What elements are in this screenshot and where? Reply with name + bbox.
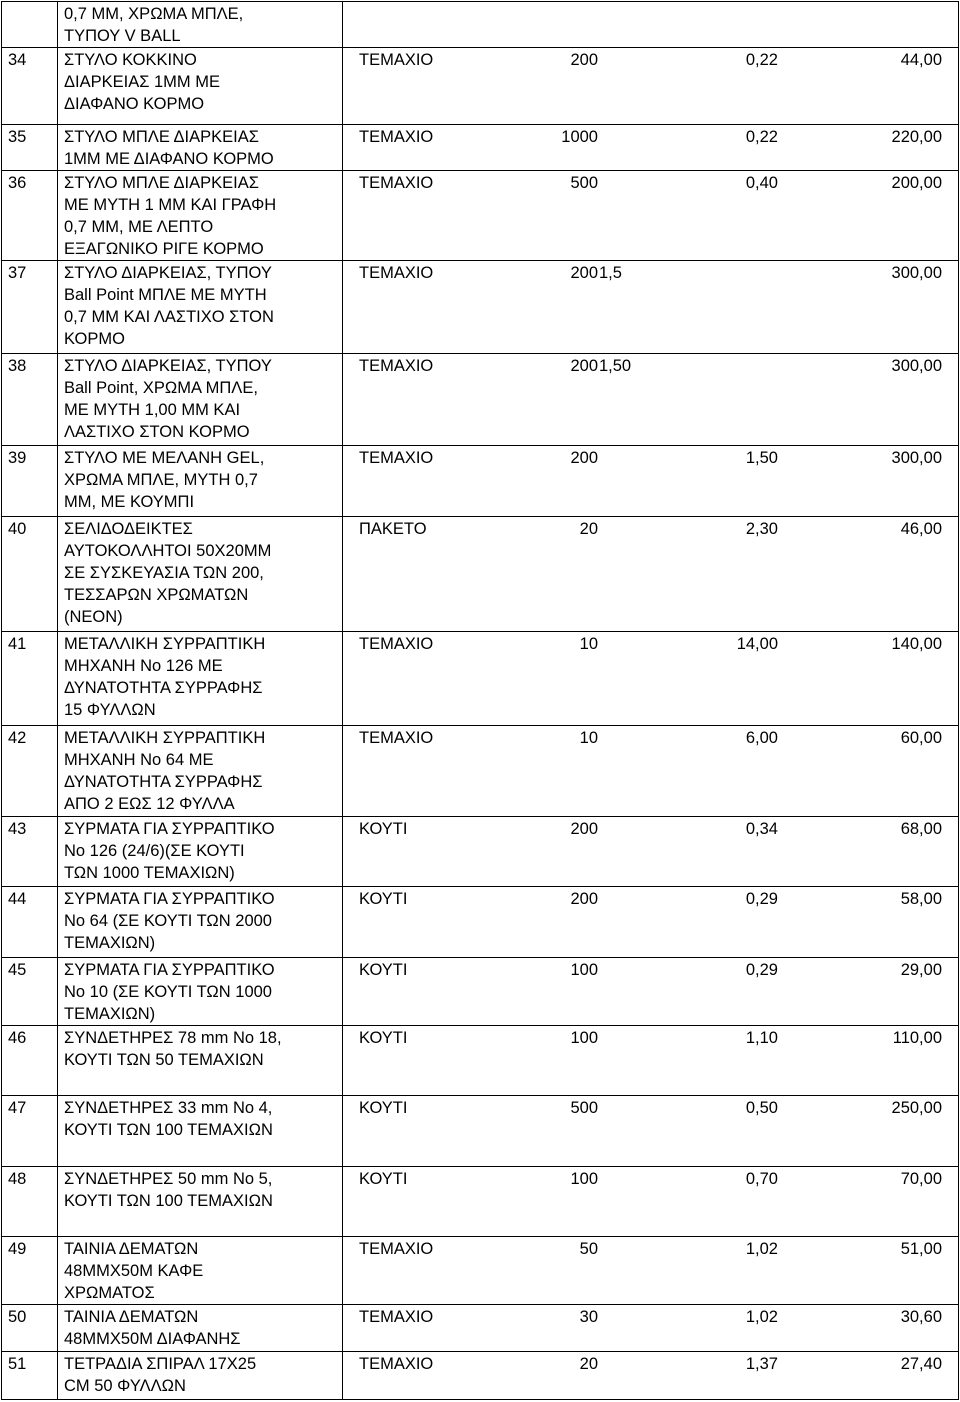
table-row [2,1351,959,1399]
unit-label: ΚΟΥΤΙ [359,890,408,909]
total-amount: 68,00 [900,819,942,838]
item-details-line [349,518,952,540]
table-row [2,1237,959,1305]
quantity: 200 [570,51,598,70]
item-details [343,1305,959,1351]
unit-price: 1,37 [745,1354,778,1373]
item-number: 46 [2,1026,58,1096]
quantity: 200 [570,449,598,468]
item-description: ΣΤΥΛΟ ΜΠΛΕ ΔΙΑΡΚΕΙΑΣ 1ΜΜ ΜΕ ΔΙΑΦΑΝΟ ΚΟΡΜΟ [58,124,343,170]
quantity: 10 [579,728,598,747]
item-number: 49 [2,1237,58,1305]
item-description: ΣΥΡΜΑΤΑ ΓΙΑ ΣΥΡΡΑΠΤΙΚΟ Νο 10 (ΣΕ ΚΟΥΤΙ ΤΩΝ 1000 ΤΕΜΑΧΙΩΝ) [58,957,343,1025]
unit-label: ΤΕΜΑΧΙΟ [359,635,434,654]
item-details-line [349,172,952,194]
item-details-line [349,49,952,71]
item-number: 48 [2,1166,58,1236]
unit-price: 0,34 [745,819,778,838]
unit-label: ΤΕΜΑΧΙΟ [359,51,434,70]
item-description: ΣΤΥΛΟ ΜΠΛΕ ΔΙΑΡΚΕΙΑΣ ΜΕ ΜΥΤΗ 1 ΜΜ ΚΑΙ ΓΡΑΦΗ 0,7 ΜΜ, ΜΕ ΛΕΠΤΟ ΕΞΑΓΩΝΙΚΟ ΡΙΓΕ ΚΟΡΜΟ [58,170,343,260]
table-row [2,124,959,170]
table-row [2,632,959,725]
item-details [343,1166,959,1236]
unit-label: ΤΕΜΑΧΙΟ [359,1354,434,1373]
item-details-line [349,447,952,469]
items-table [1,1,959,1400]
table-row [2,353,959,445]
table-row [2,725,959,816]
table-row [2,170,959,260]
quantity: 20 [579,1354,598,1373]
unit-price: 1,50 [599,356,632,375]
total-amount: 70,00 [900,1169,942,1188]
total-amount: 29,00 [900,960,942,979]
unit-label: ΤΕΜΑΧΙΟ [359,449,434,468]
item-number: 45 [2,957,58,1025]
item-description: ΤΑΙΝΙΑ ΔΕΜΑΤΩΝ 48ΜΜΧ50Μ ΚΑΦΕ ΧΡΩΜΑΤΟΣ [58,1237,343,1305]
item-description: ΤΑΙΝΙΑ ΔΕΜΑΤΩΝ 48ΜΜΧ50Μ ΔΙΑΦΑΝΗΣ [58,1305,343,1351]
item-description: ΣΥΡΜΑΤΑ ΓΙΑ ΣΥΡΡΑΠΤΙΚΟ Νο 64 (ΣΕ ΚΟΥΤΙ ΤΩΝ 2000 ΤΕΜΑΧΙΩΝ) [58,887,343,957]
item-number: 34 [2,48,58,124]
unit-price: 1,50 [745,449,778,468]
table-row [2,1096,959,1166]
quantity: 20 [579,519,598,538]
item-number: 35 [2,124,58,170]
unit-label: ΚΟΥΤΙ [359,819,408,838]
total-amount: 250,00 [891,1099,942,1118]
table-row [2,261,959,353]
table-row [2,1166,959,1236]
total-amount: 44,00 [900,51,942,70]
unit-label: ΤΕΜΑΧΙΟ [359,356,434,375]
table-row [2,887,959,957]
item-details [343,632,959,725]
quantity: 10 [579,635,598,654]
item-details [343,446,959,516]
total-amount: 58,00 [900,890,942,909]
quantity: 50 [579,1240,598,1259]
quantity: 200 [570,819,598,838]
unit-price: 1,02 [745,1240,778,1259]
item-details-line [349,727,952,749]
unit-price: 6,00 [745,728,778,747]
item-details-line [349,818,952,840]
total-amount: 30,60 [900,1308,942,1327]
item-number: 40 [2,516,58,632]
item-details [343,725,959,816]
table-row [2,1305,959,1351]
table-row [2,516,959,632]
item-number: 39 [2,446,58,516]
item-description: ΣΤΥΛΟ ΔΙΑΡΚΕΙΑΣ, ΤΥΠΟΥ Ball Point, ΧΡΩΜΑ ΜΠΛΕ, ΜΕ ΜΥΤΗ 1,00 ΜΜ ΚΑΙ ΛΑΣΤΙΧΟ ΣΤΟΝ ΚΟΡΜΟ [58,353,343,445]
items-table-body [2,2,959,1400]
quantity: 100 [570,1029,598,1047]
quantity: 200 [570,356,598,375]
total-amount: 51,00 [900,1240,942,1259]
item-details-line [349,355,952,377]
item-number: 51 [2,1351,58,1399]
quantity: 1000 [561,127,598,146]
item-details [343,816,959,886]
quantity: 30 [579,1308,598,1327]
item-details [343,1351,959,1399]
item-details-line [349,126,952,148]
item-details [343,516,959,632]
item-details [343,1237,959,1305]
table-row [2,446,959,516]
item-details [343,170,959,260]
total-amount: 300,00 [891,264,942,283]
total-amount: 110,00 [892,1029,942,1047]
unit-label: ΤΕΜΑΧΙΟ [359,264,434,283]
item-number: 43 [2,816,58,886]
item-number: 37 [2,261,58,353]
unit-label: ΚΟΥΤΙ [359,1099,408,1118]
table-row [2,1026,959,1096]
item-number: 47 [2,1096,58,1166]
item-details [343,124,959,170]
unit-label: ΚΟΥΤΙ [359,1169,408,1188]
unit-price: 1,5 [599,264,622,283]
item-details-line [349,633,952,655]
total-amount: 46,00 [900,519,942,538]
total-amount: 220,00 [891,127,942,146]
item-number: 38 [2,353,58,445]
item-number: 44 [2,887,58,957]
unit-price: 14,00 [736,635,778,654]
item-description: 0,7 ΜΜ, ΧΡΩΜΑ ΜΠΛΕ, ΤΥΠΟΥ V BALL [58,2,343,48]
table-row [2,2,959,48]
item-details-line [349,959,952,981]
total-amount: 27,40 [900,1354,942,1373]
unit-label: ΤΕΜΑΧΙΟ [359,127,434,146]
unit-label: ΚΟΥΤΙ [359,1029,408,1047]
item-details [343,353,959,445]
quantity: 200 [570,890,598,909]
item-description: ΜΕΤΑΛΛΙΚΗ ΣΥΡΡΑΠΤΙΚΗ ΜΗΧΑΝΗ Νο 64 ΜΕ ΔΥΝΑΤΟΤΗΤΑ ΣΥΡΡΑΦΗΣ ΑΠΟ 2 ΕΩΣ 12 ΦΥΛΛΑ [58,725,343,816]
item-details-line [349,3,952,25]
unit-price: 0,22 [745,127,778,146]
total-amount: 200,00 [891,173,942,192]
unit-price: 0,22 [745,51,778,70]
item-number: 41 [2,632,58,725]
table-row [2,48,959,124]
item-details-line [349,1353,952,1375]
unit-price: 1,10 [745,1029,778,1047]
quantity: 100 [570,1169,598,1188]
item-description: ΤΕΤΡΑΔΙΑ ΣΠΙΡΑΛ 17Χ25 CM 50 ΦΥΛΛΩΝ [58,1351,343,1399]
item-number: 42 [2,725,58,816]
item-details-line [349,1097,952,1119]
unit-label: ΤΕΜΑΧΙΟ [359,1308,434,1327]
item-details-line [349,262,952,284]
item-description: ΣΤΥΛΟ ΜΕ ΜΕΛΑΝΗ GEL, ΧΡΩΜΑ ΜΠΛΕ, ΜΥΤΗ 0,7 ΜΜ, ΜΕ ΚΟΥΜΠΙ [58,446,343,516]
table-row [2,816,959,886]
item-number: 36 [2,170,58,260]
item-details [343,48,959,124]
item-details [343,1026,959,1096]
unit-price: 0,29 [745,890,778,909]
unit-price: 2,30 [745,519,778,538]
unit-price: 0,50 [745,1099,778,1118]
item-details-line [349,1238,952,1260]
item-number: 50 [2,1305,58,1351]
total-amount: 300,00 [891,449,942,468]
unit-label: ΠΑΚΕΤΟ [359,519,427,538]
quantity: 500 [570,1099,598,1118]
item-description: ΣΤΥΛΟ ΔΙΑΡΚΕΙΑΣ, ΤΥΠΟΥ Ball Point ΜΠΛΕ ΜΕ ΜΥΤΗ 0,7 ΜΜ ΚΑΙ ΛΑΣΤΙΧΟ ΣΤΟΝ ΚΟΡΜΟ [58,261,343,353]
item-description: ΜΕΤΑΛΛΙΚΗ ΣΥΡΡΑΠΤΙΚΗ ΜΗΧΑΝΗ Νο 126 ΜΕ ΔΥΝΑΤΟΤΗΤΑ ΣΥΡΡΑΦΗΣ 15 ΦΥΛΛΩΝ [58,632,343,725]
item-details [343,1096,959,1166]
unit-price: 0,70 [745,1169,778,1188]
quantity: 200 [570,264,598,283]
item-details [343,887,959,957]
unit-price: 1,02 [745,1308,778,1327]
unit-price: 0,29 [745,960,778,979]
unit-price: 0,40 [745,173,778,192]
quantity: 500 [570,173,598,192]
unit-label: ΤΕΜΑΧΙΟ [359,728,434,747]
item-description: ΣΥΝΔΕΤΗΡΕΣ 50 mm Νο 5, ΚΟΥΤΙ ΤΩΝ 100 ΤΕΜΑΧΙΩΝ [58,1166,343,1236]
item-description: ΣΕΛΙΔΟΔΕΙΚΤΕΣ ΑΥΤΟΚΟΛΛΗΤΟΙ 50Χ20ΜΜ ΣΕ ΣΥΣΚΕΥΑΣΙΑ ΤΩΝ 200, ΤΕΣΣΑΡΩΝ ΧΡΩΜΑΤΩΝ (ΝΕΟΝ) [58,516,343,632]
item-details [343,2,959,48]
item-number [2,2,58,48]
item-details-line [349,1027,952,1049]
item-details-line [349,1306,952,1328]
total-amount: 60,00 [900,728,942,747]
item-description: ΣΥΝΔΕΤΗΡΕΣ 33 mm Νο 4, ΚΟΥΤΙ ΤΩΝ 100 ΤΕΜΑΧΙΩΝ [58,1096,343,1166]
total-amount: 300,00 [891,356,942,375]
item-details-line [349,888,952,910]
unit-label: ΤΕΜΑΧΙΟ [359,173,434,192]
table-row [2,957,959,1025]
quantity: 100 [570,960,598,979]
item-description: ΣΥΝΔΕΤΗΡΕΣ 78 mm Νο 18, ΚΟΥΤΙ ΤΩΝ 50 ΤΕΜΑΧΙΩΝ [58,1026,343,1096]
item-details [343,261,959,353]
item-description: ΣΥΡΜΑΤΑ ΓΙΑ ΣΥΡΡΑΠΤΙΚΟ Νο 126 (24/6)(ΣΕ ΚΟΥΤΙ ΤΩΝ 1000 ΤΕΜΑΧΙΩΝ) [58,816,343,886]
item-details [343,957,959,1025]
total-amount: 140,00 [891,635,942,654]
unit-label: ΚΟΥΤΙ [359,960,408,979]
item-details-line [349,1168,952,1190]
unit-label: ΤΕΜΑΧΙΟ [359,1240,434,1259]
item-description: ΣΤΥΛΟ ΚΟΚΚΙΝΟ ΔΙΑΡΚΕΙΑΣ 1ΜΜ ΜΕ ΔΙΑΦΑΝΟ ΚΟΡΜΟ [58,48,343,124]
